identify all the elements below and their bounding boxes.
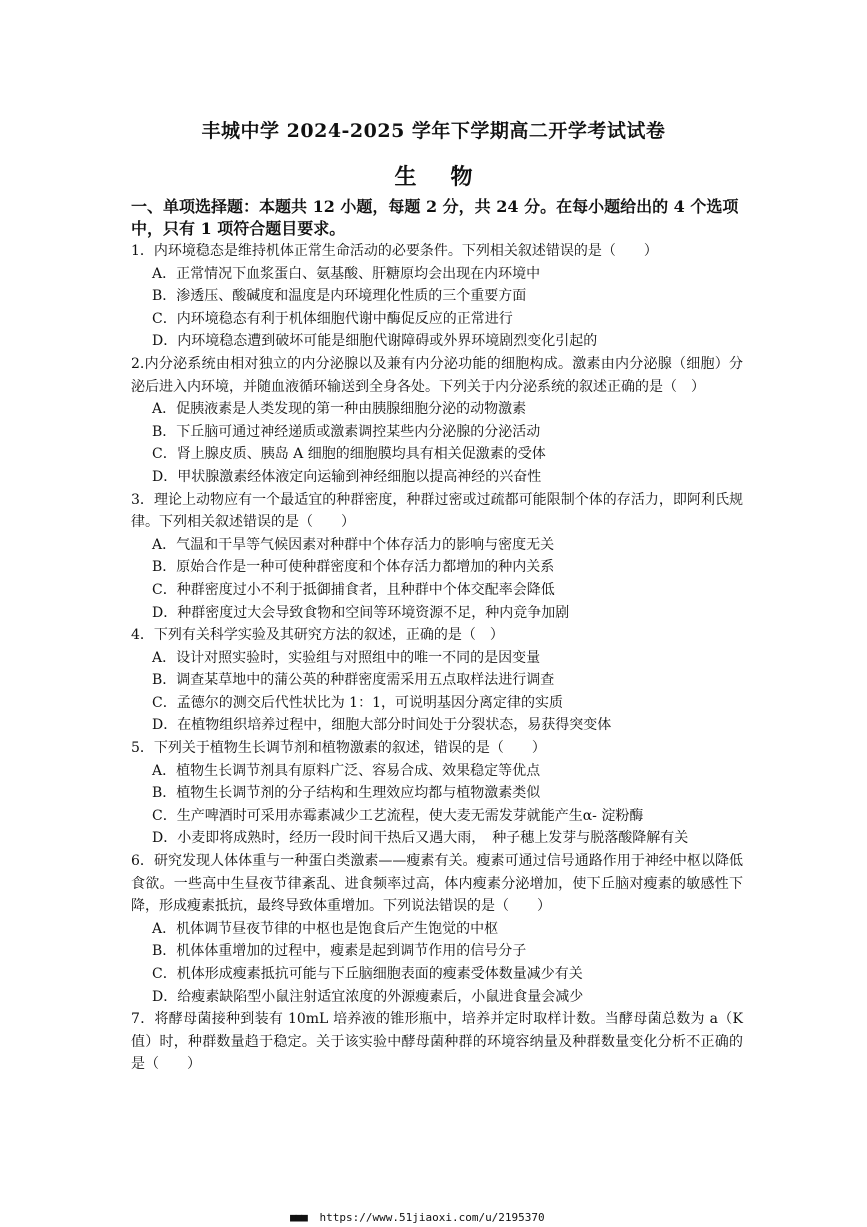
option-a: A．气温和干旱等气候因素对种群中个体存活力的影响与密度无关 bbox=[152, 536, 555, 553]
option-a: A．机体调节昼夜节律的中枢也是饱食后产生饱觉的中枢 bbox=[152, 920, 499, 937]
option-d: D．小麦即将成熟时，经历一段时间干热后又遇大雨， 种子穗上发芽与脱落酸降解有关 bbox=[152, 830, 689, 847]
question-stem: 1．内环境稳态是维持机体正常生命活动的必要条件。下列相关叙述错误的是（ ） bbox=[131, 243, 658, 259]
option-c: C．机体形成瘦素抵抗可能与下丘脑细胞表面的瘦素受体数量减少有关 bbox=[152, 966, 583, 982]
section-heading: 一、单项选择题：本题共 12 小题，每题 2 分，共 24 分。在每小题给出的 4 个选项中，只有 1 项符合题目要求。 bbox=[131, 197, 739, 238]
option-c: C．孟德尔的测交后代性状比为 1：1，可说明基因分离定律的实质 bbox=[152, 694, 563, 711]
option-a: A．正常情况下血浆蛋白、氨基酸、肝糖原均会出现在内环境中 bbox=[152, 265, 541, 282]
question-stem: 3．理论上动物应有一个最适宜的种群密度，种群过密或过疏都可能限制个体的存活力，即阿利氏规律。下列相关叙述错误的是（ ） bbox=[131, 491, 743, 531]
subject-title: 生物 bbox=[394, 164, 507, 190]
question-stem: 4．下列有关科学实验及其研究方法的叙述，正确的是（ ） bbox=[131, 627, 504, 644]
option-d: D．甲状腺激素经体液定向运输到神经细胞以提高神经的兴奋性 bbox=[152, 468, 542, 485]
source-footer bbox=[290, 1211, 545, 1224]
question-list bbox=[131, 240, 743, 1076]
exam-title: 丰城中学 2024-2025 学年下学期高二开学考试试卷 bbox=[201, 120, 666, 142]
option-b: B．调查某草地中的蒲公英的种群密度需采用五点取样法进行调查 bbox=[152, 672, 555, 689]
option-d: D．内环境稳态遭到破坏可能是细胞代谢障碍或外界环境剧烈变化引起的 bbox=[152, 333, 598, 350]
question bbox=[131, 240, 743, 353]
option-b: B．渗透压、酸碱度和温度是内环境理化性质的三个重要方面 bbox=[152, 288, 527, 305]
footer-logo: ■■■ bbox=[290, 1211, 307, 1224]
question bbox=[131, 1008, 743, 1076]
option-b: B．原始合作是一种可使种群密度和个体存活力都增加的种内关系 bbox=[152, 559, 555, 576]
option-c: C．肾上腺皮质、胰岛 A 细胞的细胞膜均具有相关促激素的受体 bbox=[152, 446, 546, 463]
option-a: A．植物生长调节剂具有原料广泛、容易合成、效果稳定等优点 bbox=[152, 762, 541, 779]
option-a: A．设计对照实验时，实验组与对照组中的唯一不同的是因变量 bbox=[152, 649, 541, 666]
option-c: C．生产啤酒时可采用赤霉素减少工艺流程，使大麦无需发芽就能产生α- 淀粉酶 bbox=[152, 807, 644, 824]
question-stem: 7．将酵母菌接种到装有 10mL 培养液的锥形瓶中，培养并定时取样计数。当酵母菌总数为 a（K 值）时，种群数量趋于稳定。关于该实验中酵母菌种群的环境容纳量及种群数量变化分析不正确的是（ ） bbox=[131, 1011, 743, 1073]
question-stem: 6．研究发现人体体重与一种蛋白类激素——瘦素有关。瘦素可通过信号通路作用于神经中枢以降低食欲。一些高中生昼夜节律紊乱、进食频率过高，体内瘦素分泌增加，使下丘脑对瘦素的敏感性下降，形成瘦素抵抗，最终导致体重增加。下列说法错误的是（ ） bbox=[131, 853, 743, 915]
question bbox=[131, 850, 743, 1008]
option-b: B．下丘脑可通过神经递质或激素调控某些内分泌腺的分泌活动 bbox=[152, 423, 541, 440]
footer-url[interactable]: https://www.51jiaoxi.com/u/2195370 bbox=[319, 1211, 545, 1224]
option-d: D．在植物组织培养过程中，细胞大部分时间处于分裂状态，易获得突变体 bbox=[152, 717, 612, 734]
option-d: D．种群密度过大会导致食物和空间等环境资源不足，种内竞争加剧 bbox=[152, 604, 570, 621]
question bbox=[131, 353, 743, 489]
question bbox=[131, 489, 743, 625]
question-stem: 2.内分泌系统由相对独立的内分泌腺以及兼有内分泌功能的细胞构成。激素由内分泌腺（细胞）分泌后进入内环境，并随血液循环输送到全身各处。下列关于内分泌系统的叙述正确的是（ ） bbox=[131, 355, 743, 395]
question-stem: 5．下列关于植物生长调节剂和植物激素的叙述，错误的是（ ） bbox=[131, 740, 546, 757]
question bbox=[131, 737, 743, 850]
option-a: A．促胰液素是人类发现的第一种由胰腺细胞分泌的动物激素 bbox=[152, 401, 527, 418]
option-b: B．植物生长调节剂的分子结构和生理效应均都与植物激素类似 bbox=[152, 785, 541, 802]
option-c: C．种群密度过小不利于抵御捕食者，且种群中个体交配率会降低 bbox=[152, 581, 555, 598]
option-b: B．机体体重增加的过程中，瘦素是起到调节作用的信号分子 bbox=[152, 943, 527, 960]
question bbox=[131, 624, 743, 737]
option-d: D．给瘦素缺陷型小鼠注射适宜浓度的外源瘦素后，小鼠进食量会减少 bbox=[152, 988, 584, 1005]
option-c: C．内环境稳态有利于机体细胞代谢中酶促反应的正常进行 bbox=[152, 310, 513, 327]
